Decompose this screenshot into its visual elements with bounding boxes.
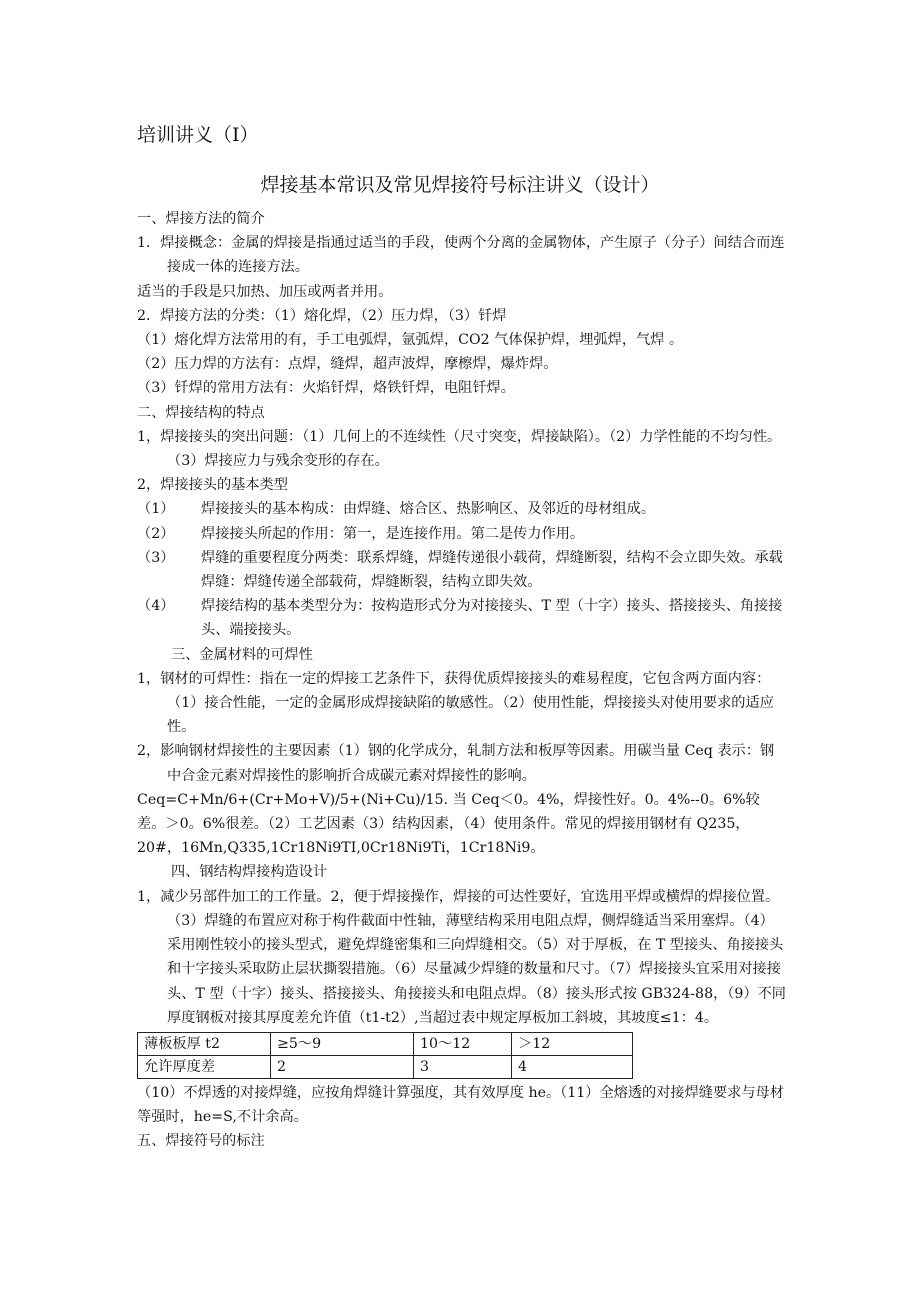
list-item-number: （2） — [137, 525, 175, 542]
table-cell: ≥5～9 — [271, 1032, 414, 1055]
list-item — [137, 497, 787, 521]
paragraph: 适当的手段是只加热、加压或两者并用。 — [137, 283, 393, 300]
list-item-number: （4） — [137, 598, 175, 615]
section-heading: 五、焊接符号的标注 — [137, 1133, 265, 1150]
list-item — [137, 546, 787, 594]
table-row — [138, 1055, 633, 1078]
list-item-text: 焊接接头的基本构成：由焊缝、熔合区、热影响区、及邻近的母材组成。 — [201, 501, 656, 518]
paragraph: 2，影响钢材焊接性的主要因素（1）钢的化学成分，轧制方法和板厚等因素。用碳当量 Ceq 表示：钢中合金元素对焊接性的影响折合成碳元素对焊接性的影响。 — [137, 743, 775, 784]
table-cell: ＞12 — [512, 1032, 633, 1055]
paragraph: 1，减少另部件加工的工作量。2，便于焊接操作，焊接的可达性要好，宜选用平焊或横焊的焊接位置。（3）焊缝的布置应对称于构件截面中性轴，薄壁结构采用电阻点焊，侧焊缝适当采用塞焊。（4）采用刚性较小的接头型式，避免焊缝密集和三向焊缝相交。（5）对于厚板，在 T 型接头、角接接头和十字接头采取防止层状撕裂措施。（6）尽量减少焊缝的数量和尺寸。（7）焊接接头宜采用对接接头、T 型（十字）接头、搭接接头、角接接头和电阻点焊。（8）接头形式按 GB324-88，（9）不同厚度钢板对接其厚度差允许值（t1-t2）,当超过表中规定厚板加工斜坡，其坡度≤1：4。 — [137, 888, 786, 1026]
list-item-number: （3） — [137, 549, 175, 566]
paragraph: 1．焊接概念：金属的焊接是指通过适当的手段，使两个分离的金属物体，产生原子（分子）间结合而连接成一体的连接方法。 — [137, 235, 785, 276]
paragraph: Ceq=C+Mn/6+(Cr+Mo+V)/5+(Ni+Cu)/15. 当 Ceq＜0。4%，焊接性好。0。4%--0。6%较差。＞0。6%很差。（2）工艺因素（3）结构因素，（4）使用条件。常见的焊接用钢材有 Q235，20#，16Mn,Q335,1Cr18Ni9TI,0Cr18Ni9Ti，1Cr18Ni9。 — [137, 791, 760, 857]
list-item-text: 焊缝的重要程度分两类：联系焊缝，焊缝传递很小载荷，焊缝断裂，结构不会立即失效。承载焊缝：焊缝传递全部载荷，焊缝断裂，结构立即失效。 — [201, 549, 783, 591]
table-cell: 薄板板厚 t2 — [138, 1032, 271, 1055]
list-item-text: 焊接接头所起的作用：第一，是连接作用。第二是传力作用。 — [201, 525, 585, 542]
section-heading: 二、焊接结构的特点 — [137, 404, 265, 421]
table-cell: 4 — [512, 1055, 633, 1078]
thickness-difference-table — [137, 1032, 633, 1079]
paragraph: （10）不焊透的对接焊缝，应按角焊缝计算强度，其有效厚度 he。（11）全熔透的对接焊缝要求与母材等强时，he=S,不计余高。 — [137, 1084, 784, 1126]
paragraph: （1）熔化焊方法常用的有，手工电弧焊，氩弧焊，CO2 气体保护焊，埋弧焊，气焊 。 — [137, 332, 684, 349]
section-heading: 三、金属材料的可焊性 — [171, 646, 313, 663]
paragraph: （3）钎焊的常用方法有：火焰钎焊，烙铁钎焊，电阻钎焊。 — [137, 380, 515, 397]
lecture-header: 培训讲义（Ⅰ） — [137, 124, 259, 146]
table-cell: 2 — [271, 1055, 414, 1078]
section-heading: 一、焊接方法的简介 — [137, 211, 265, 227]
table-cell: 10～12 — [414, 1032, 512, 1055]
list-item — [137, 522, 787, 546]
list-item-text: 焊接结构的基本类型分为：按构造形式分为对接接头、T 型（十字）接头、搭接接头、角接接头、端接接头。 — [201, 598, 783, 639]
table-cell: 3 — [414, 1055, 512, 1078]
document-title: 焊接基本常识及常见焊接符号标注讲义（设计） — [260, 174, 660, 196]
list-item-number: （1） — [137, 501, 175, 518]
table-row — [138, 1032, 633, 1055]
table-cell: 允许厚度差 — [138, 1055, 271, 1078]
paragraph: 2，焊接接头的基本类型 — [137, 477, 288, 494]
paragraph: 1，钢材的可焊性：指在一定的焊接工艺条件下，获得优质焊接接头的难易程度，它包含两方面内容：（1）接合性能，一定的金属形成焊接缺陷的敏感性。（2）使用性能，焊接接头对使用要求的适应性。 — [137, 670, 774, 736]
document-body — [137, 207, 787, 1154]
paragraph: 1，焊接接头的突出问题：（1）几何上的不连续性（尺寸突变，焊接缺陷）。（2）力学性能的不均匀性。（3）焊接应力与残余变形的存在。 — [137, 428, 782, 470]
paragraph: 2．焊接方法的分类：（1）熔化焊，（2）压力焊，（3）钎焊 — [137, 307, 507, 324]
list-item — [137, 594, 787, 642]
section-heading: 四、钢结构焊接构造设计 — [171, 864, 328, 881]
paragraph: （2）压力焊的方法有：点焊，缝焊，超声波焊，摩檫焊，爆炸焊。 — [137, 356, 558, 373]
